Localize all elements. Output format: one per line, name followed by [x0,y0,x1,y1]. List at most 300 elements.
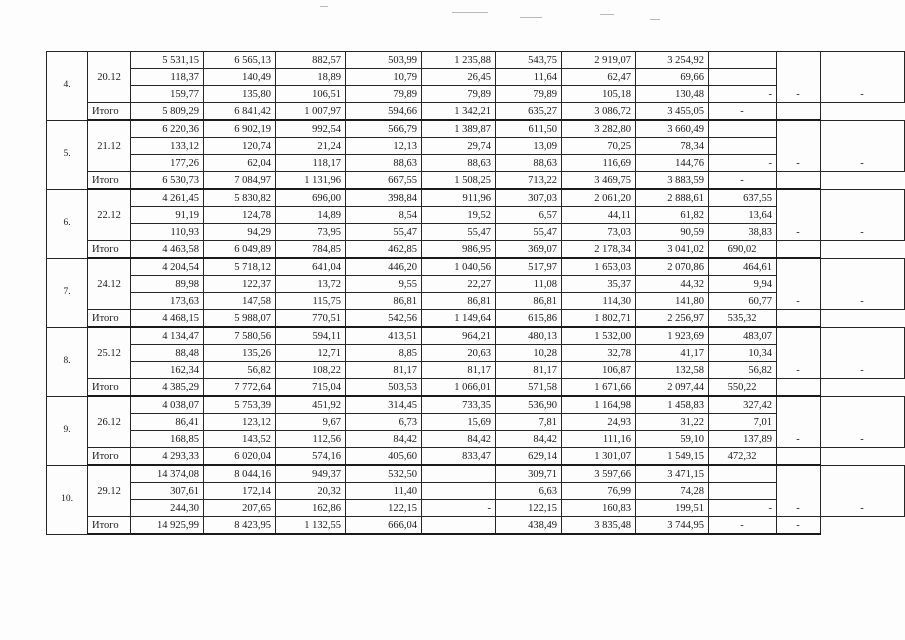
total-cell: - [777,517,821,535]
row-number: 6. [47,189,88,258]
total-cell: 4 468,15 [131,310,204,328]
value-cell: 11,40 [346,483,422,500]
total-cell: 5 809,29 [131,103,204,121]
value-cell: 733,35 [422,396,496,414]
value-cell [709,138,777,155]
value-cell: 398,84 [346,189,422,207]
total-label: Итого [88,448,131,466]
value-cell: 79,89 [496,86,562,103]
total-cell: 1 066,01 [422,379,496,397]
value-cell: 79,89 [422,86,496,103]
table-row [47,414,905,431]
value-cell: 483,07 [709,327,777,345]
value-cell: 11,64 [496,69,562,86]
table-row [47,258,905,276]
value-cell: 5 718,12 [204,258,276,276]
value-cell: 696,00 [276,189,346,207]
value-cell: 62,04 [204,155,276,172]
value-cell: 160,83 [562,500,636,517]
value-cell: 19,52 [422,207,496,224]
value-cell: 8,85 [346,345,422,362]
value-cell: 8,54 [346,207,422,224]
value-cell: 1 458,83 [636,396,709,414]
total-cell: 1 671,66 [562,379,636,397]
value-cell: 91,19 [131,207,204,224]
total-cell [777,310,821,328]
value-cell: 56,82 [709,362,777,379]
value-cell: 18,89 [276,69,346,86]
scan-speck [520,17,542,18]
total-row [47,448,905,466]
table-row [47,396,905,414]
value-cell: 1 040,56 [422,258,496,276]
value-cell: 29,74 [422,138,496,155]
value-cell: 5 753,39 [204,396,276,414]
total-cell: 542,56 [346,310,422,328]
total-cell: 1 549,15 [636,448,709,466]
dash-cell: - [777,396,821,448]
dash-cell: - [821,327,905,379]
value-cell: 9,67 [276,414,346,431]
total-cell: 4 385,29 [131,379,204,397]
value-cell: 61,82 [636,207,709,224]
value-cell: 120,74 [204,138,276,155]
value-cell: 207,65 [204,500,276,517]
total-cell: 369,07 [496,241,562,259]
total-cell: 2 256,97 [636,310,709,328]
value-cell: 21,24 [276,138,346,155]
total-cell: 503,53 [346,379,422,397]
value-cell: 6,63 [496,483,562,500]
total-cell: 1 342,21 [422,103,496,121]
value-cell: 73,03 [562,224,636,241]
value-cell: 111,16 [562,431,636,448]
value-cell: 22,27 [422,276,496,293]
total-cell [422,517,496,535]
value-cell: 74,28 [636,483,709,500]
dash-cell: - [777,327,821,379]
table-row [47,86,905,103]
scan-speck [452,12,488,13]
total-cell: 571,58 [496,379,562,397]
scan-speck [650,19,660,20]
value-cell: 637,55 [709,189,777,207]
value-cell: 69,66 [636,69,709,86]
value-cell: 140,49 [204,69,276,86]
value-cell: - [709,86,777,103]
total-cell: 2 097,44 [636,379,709,397]
total-cell: 535,32 [709,310,777,328]
value-cell: 114,30 [562,293,636,310]
total-label: Итого [88,310,131,328]
total-cell: 629,14 [496,448,562,466]
table-body [47,52,905,535]
value-cell: 532,50 [346,465,422,483]
total-cell: 635,27 [496,103,562,121]
value-cell: 123,12 [204,414,276,431]
value-cell: 9,55 [346,276,422,293]
total-cell: 3 086,72 [562,103,636,121]
value-cell: 31,22 [636,414,709,431]
total-cell: 784,85 [276,241,346,259]
total-cell: 1 007,97 [276,103,346,121]
dash-cell: - [821,258,905,310]
total-cell: 6 020,04 [204,448,276,466]
total-cell: 2 178,34 [562,241,636,259]
total-cell: 14 925,99 [131,517,204,535]
value-cell: 110,93 [131,224,204,241]
table-row [47,500,905,517]
total-cell: - [709,103,777,121]
value-cell [709,52,777,69]
value-cell: 451,92 [276,396,346,414]
total-cell: 1 301,07 [562,448,636,466]
total-cell: 438,49 [496,517,562,535]
total-cell: 833,47 [422,448,496,466]
table-row [47,465,905,483]
date-cell: 22.12 [88,189,131,241]
value-cell: 641,04 [276,258,346,276]
dash-cell: - [777,52,821,103]
total-cell: 667,55 [346,172,422,190]
table-row [47,69,905,86]
dash-cell: - [777,120,821,172]
date-cell: 24.12 [88,258,131,310]
value-cell [422,483,496,500]
value-cell: 1 923,69 [636,327,709,345]
dash-cell: - [821,189,905,241]
value-cell: 168,85 [131,431,204,448]
value-cell: 135,26 [204,345,276,362]
value-cell: 88,63 [346,155,422,172]
value-cell: 20,32 [276,483,346,500]
value-cell: 159,77 [131,86,204,103]
value-cell: 6 565,13 [204,52,276,69]
scan-speck [600,14,614,15]
date-cell: 25.12 [88,327,131,379]
value-cell [709,69,777,86]
value-cell: 13,64 [709,207,777,224]
value-cell: 464,61 [709,258,777,276]
value-cell: 964,21 [422,327,496,345]
value-cell: 59,10 [636,431,709,448]
value-cell: 7,81 [496,414,562,431]
dash-cell: - [821,396,905,448]
value-cell: 89,98 [131,276,204,293]
value-cell: 8 044,16 [204,465,276,483]
value-cell: 112,56 [276,431,346,448]
value-cell: 594,11 [276,327,346,345]
total-cell: - [709,517,777,535]
total-cell [777,172,821,190]
total-row [47,103,905,121]
total-cell: 8 423,95 [204,517,276,535]
value-cell: 2 888,61 [636,189,709,207]
value-cell: 76,99 [562,483,636,500]
value-cell: 413,51 [346,327,422,345]
table-row [47,207,905,224]
value-cell: 130,48 [636,86,709,103]
table-row [47,276,905,293]
value-cell: 5 531,15 [131,52,204,69]
value-cell: 6 220,36 [131,120,204,138]
value-cell: 4 204,54 [131,258,204,276]
table-row [47,155,905,172]
value-cell: 2 070,86 [636,258,709,276]
value-cell: 949,37 [276,465,346,483]
table-row [47,224,905,241]
value-cell: 3 660,49 [636,120,709,138]
value-cell: 307,03 [496,189,562,207]
value-cell: 12,13 [346,138,422,155]
total-cell: 550,22 [709,379,777,397]
value-cell: 94,29 [204,224,276,241]
value-cell: 15,69 [422,414,496,431]
value-cell: 26,45 [422,69,496,86]
value-cell: 10,79 [346,69,422,86]
total-cell: 5 988,07 [204,310,276,328]
value-cell: 6,57 [496,207,562,224]
value-cell: 86,81 [496,293,562,310]
value-cell: 199,51 [636,500,709,517]
value-cell: 108,22 [276,362,346,379]
value-cell: 7 580,56 [204,327,276,345]
value-cell [709,120,777,138]
value-cell: 327,42 [709,396,777,414]
value-cell: 135,80 [204,86,276,103]
value-cell: 84,42 [496,431,562,448]
total-label: Итого [88,103,131,121]
total-cell: 3 744,95 [636,517,709,535]
table-row [47,483,905,500]
value-cell: 41,17 [636,345,709,362]
value-cell: 137,89 [709,431,777,448]
total-cell: 1 508,25 [422,172,496,190]
value-cell: 517,97 [496,258,562,276]
value-cell: 1 532,00 [562,327,636,345]
value-cell: 13,72 [276,276,346,293]
value-cell: 79,89 [346,86,422,103]
total-cell: 666,04 [346,517,422,535]
value-cell: 106,87 [562,362,636,379]
value-cell: 88,63 [422,155,496,172]
total-row [47,310,905,328]
value-cell: 882,57 [276,52,346,69]
total-cell: 3 469,75 [562,172,636,190]
value-cell: 3 597,66 [562,465,636,483]
value-cell [709,465,777,483]
value-cell: 38,83 [709,224,777,241]
value-cell: 44,32 [636,276,709,293]
value-cell: 44,11 [562,207,636,224]
date-cell: 20.12 [88,52,131,103]
data-table [46,51,905,535]
total-cell: 715,04 [276,379,346,397]
value-cell: 173,63 [131,293,204,310]
value-cell: 122,15 [346,500,422,517]
value-cell: 60,77 [709,293,777,310]
value-cell: 4 038,07 [131,396,204,414]
value-cell: 56,82 [204,362,276,379]
value-cell: 132,58 [636,362,709,379]
value-cell: 86,81 [346,293,422,310]
total-cell: 770,51 [276,310,346,328]
value-cell: 3 282,80 [562,120,636,138]
total-cell: 4 463,58 [131,241,204,259]
value-cell: 78,34 [636,138,709,155]
value-cell: 32,78 [562,345,636,362]
value-cell: 1 653,03 [562,258,636,276]
value-cell: 20,63 [422,345,496,362]
value-cell: 12,71 [276,345,346,362]
value-cell: 177,26 [131,155,204,172]
table-row [47,293,905,310]
date-cell: 26.12 [88,396,131,448]
total-cell [777,379,821,397]
value-cell [422,465,496,483]
value-cell: 55,47 [346,224,422,241]
value-cell: 115,75 [276,293,346,310]
value-cell: 1 164,98 [562,396,636,414]
total-cell: - [709,172,777,190]
value-cell: 118,37 [131,69,204,86]
value-cell: 133,12 [131,138,204,155]
value-cell: 244,30 [131,500,204,517]
row-number: 7. [47,258,88,327]
value-cell: 3 471,15 [636,465,709,483]
value-cell: - [709,500,777,517]
total-cell: 3 041,02 [636,241,709,259]
total-cell: 1 802,71 [562,310,636,328]
value-cell: 503,99 [346,52,422,69]
value-cell: - [422,500,496,517]
value-cell: 14 374,08 [131,465,204,483]
value-cell: 314,45 [346,396,422,414]
total-cell: 7 772,64 [204,379,276,397]
value-cell: 1 235,88 [422,52,496,69]
total-cell: 1 149,64 [422,310,496,328]
total-cell: 986,95 [422,241,496,259]
total-cell: 1 131,96 [276,172,346,190]
value-cell: 14,89 [276,207,346,224]
total-row [47,379,905,397]
value-cell: 7,01 [709,414,777,431]
total-row [47,241,905,259]
value-cell: 309,71 [496,465,562,483]
value-cell: 911,96 [422,189,496,207]
total-cell: 713,22 [496,172,562,190]
total-cell: 7 084,97 [204,172,276,190]
total-label: Итого [88,241,131,259]
table-row [47,345,905,362]
value-cell: 116,69 [562,155,636,172]
value-cell: 106,51 [276,86,346,103]
value-cell: 84,42 [346,431,422,448]
value-cell: 307,61 [131,483,204,500]
value-cell: 81,17 [346,362,422,379]
value-cell: 2 919,07 [562,52,636,69]
total-cell: 6 530,73 [131,172,204,190]
value-cell: 10,34 [709,345,777,362]
value-cell: 90,59 [636,224,709,241]
total-cell: 574,16 [276,448,346,466]
total-cell: 1 132,55 [276,517,346,535]
dash-cell: - [777,465,821,517]
value-cell: 55,47 [422,224,496,241]
value-cell: 536,90 [496,396,562,414]
total-cell: 6 841,42 [204,103,276,121]
value-cell: 70,25 [562,138,636,155]
value-cell: 81,17 [422,362,496,379]
total-cell: 594,66 [346,103,422,121]
value-cell: 162,86 [276,500,346,517]
value-cell: 141,80 [636,293,709,310]
value-cell: 11,08 [496,276,562,293]
table-row [47,52,905,69]
value-cell: 105,18 [562,86,636,103]
date-cell: 21.12 [88,120,131,172]
value-cell: 144,76 [636,155,709,172]
table-row [47,362,905,379]
value-cell: 1 389,87 [422,120,496,138]
value-cell: 86,41 [131,414,204,431]
value-cell: 122,15 [496,500,562,517]
value-cell: 35,37 [562,276,636,293]
row-number: 8. [47,327,88,396]
value-cell [709,483,777,500]
total-cell: 462,85 [346,241,422,259]
total-cell: 3 883,59 [636,172,709,190]
scan-speck [320,6,328,7]
total-cell [777,241,821,259]
row-number: 10. [47,465,88,534]
dash-cell: - [821,465,905,517]
total-row [47,172,905,190]
value-cell: 62,47 [562,69,636,86]
table-row [47,138,905,155]
value-cell: 118,17 [276,155,346,172]
value-cell: 4 261,45 [131,189,204,207]
value-cell: 55,47 [496,224,562,241]
dash-cell: - [777,189,821,241]
value-cell: 5 830,82 [204,189,276,207]
value-cell: 122,37 [204,276,276,293]
value-cell: 147,58 [204,293,276,310]
value-cell: 3 254,92 [636,52,709,69]
value-cell: 566,79 [346,120,422,138]
value-cell: 9,94 [709,276,777,293]
value-cell: 13,09 [496,138,562,155]
value-cell: 84,42 [422,431,496,448]
row-number: 4. [47,52,88,121]
value-cell: 446,20 [346,258,422,276]
value-cell: 124,78 [204,207,276,224]
value-cell: 88,48 [131,345,204,362]
dash-cell: - [821,52,905,103]
value-cell: 6,73 [346,414,422,431]
value-cell: 81,17 [496,362,562,379]
total-cell: 3 455,05 [636,103,709,121]
total-row [47,517,905,535]
row-number: 9. [47,396,88,465]
table-row [47,120,905,138]
value-cell: 6 902,19 [204,120,276,138]
value-cell: 543,75 [496,52,562,69]
table-row [47,327,905,345]
value-cell: 73,95 [276,224,346,241]
value-cell: 2 061,20 [562,189,636,207]
value-cell: 24,93 [562,414,636,431]
